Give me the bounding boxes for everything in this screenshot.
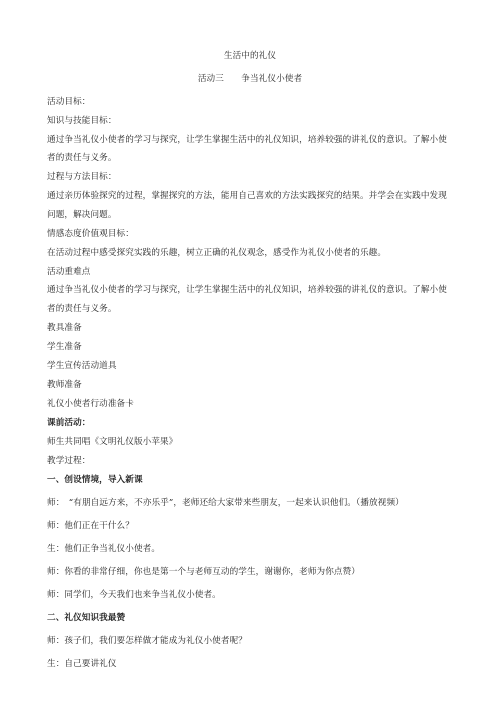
doc-line: 学生宣传活动道具 xyxy=(47,361,117,371)
doc-line: 活动目标： xyxy=(47,97,91,107)
doc-line: 生：他们正争当礼仪小使者。 xyxy=(47,544,161,554)
doc-line: 教学过程： xyxy=(47,456,91,466)
doc-line: 通过亲历体验探究的过程，掌握探究的方法，能用自己喜欢的方法实践探究的结果。并学会在实践中发现 xyxy=(47,191,447,201)
doc-heading: 二、礼仪知识我最赞 xyxy=(47,613,126,623)
doc-line: 过程与方法目标： xyxy=(47,172,117,182)
doc-line: 师：孩子们，我们要怎样做才能成为礼仪小使者呢？ xyxy=(47,636,247,646)
doc-heading: 课前活动： xyxy=(47,418,91,428)
doc-line: 生：自己要讲礼仪 xyxy=(47,659,117,669)
doc-line: 通过争当礼仪小使者的学习与探究，让学生掌握生活中的礼仪知识，培养较强的讲礼仪的意识。了解小使 xyxy=(47,285,447,295)
doc-line: 师生共同唱《文明礼仪版小苹果》 xyxy=(47,437,178,447)
doc-line: 师：你看的非常仔细，你也是第一个与老师互动的学生，谢谢你，老师为你点赞） xyxy=(47,567,360,577)
doc-line: 知识与技能目标： xyxy=(47,116,117,126)
doc-subtitle: 活动三 争当礼仪小使者 xyxy=(197,74,303,84)
doc-line: 教具准备 xyxy=(47,323,82,333)
doc-line: 活动重难点 xyxy=(47,267,91,277)
doc-title: 生活中的礼仪 xyxy=(223,51,277,61)
doc-line: 者的责任与义务。 xyxy=(47,304,117,314)
doc-line: 教师准备 xyxy=(47,380,82,390)
doc-line: 师： “有朋自远方来，不亦乐乎”，老师还给大家带来些朋友，一起来认识他们。（播放视频） xyxy=(47,498,404,508)
doc-line: 师：他们正在干什么？ xyxy=(47,521,134,531)
doc-line: 礼仪小使者行动准备卡 xyxy=(47,399,134,409)
doc-line: 情感态度价值观目标： xyxy=(47,229,134,239)
doc-line: 问题，解决问题。 xyxy=(47,210,117,220)
doc-line: 通过争当礼仪小使者的学习与探究，让学生掌握生活中的礼仪知识，培养较强的讲礼仪的意识。了解小使 xyxy=(47,135,447,145)
doc-line: 师：同学们，今天我们也来争当礼仪小使者。 xyxy=(47,590,221,600)
doc-line: 在活动过程中感受探究实践的乐趣，树立正确的礼仪观念，感受作为礼仪小使者的乐趣。 xyxy=(47,248,387,258)
doc-line: 学生准备 xyxy=(47,342,82,352)
doc-heading: 一、创设情境，导入新课 xyxy=(47,475,143,485)
doc-line: 者的责任与义务。 xyxy=(47,153,117,163)
